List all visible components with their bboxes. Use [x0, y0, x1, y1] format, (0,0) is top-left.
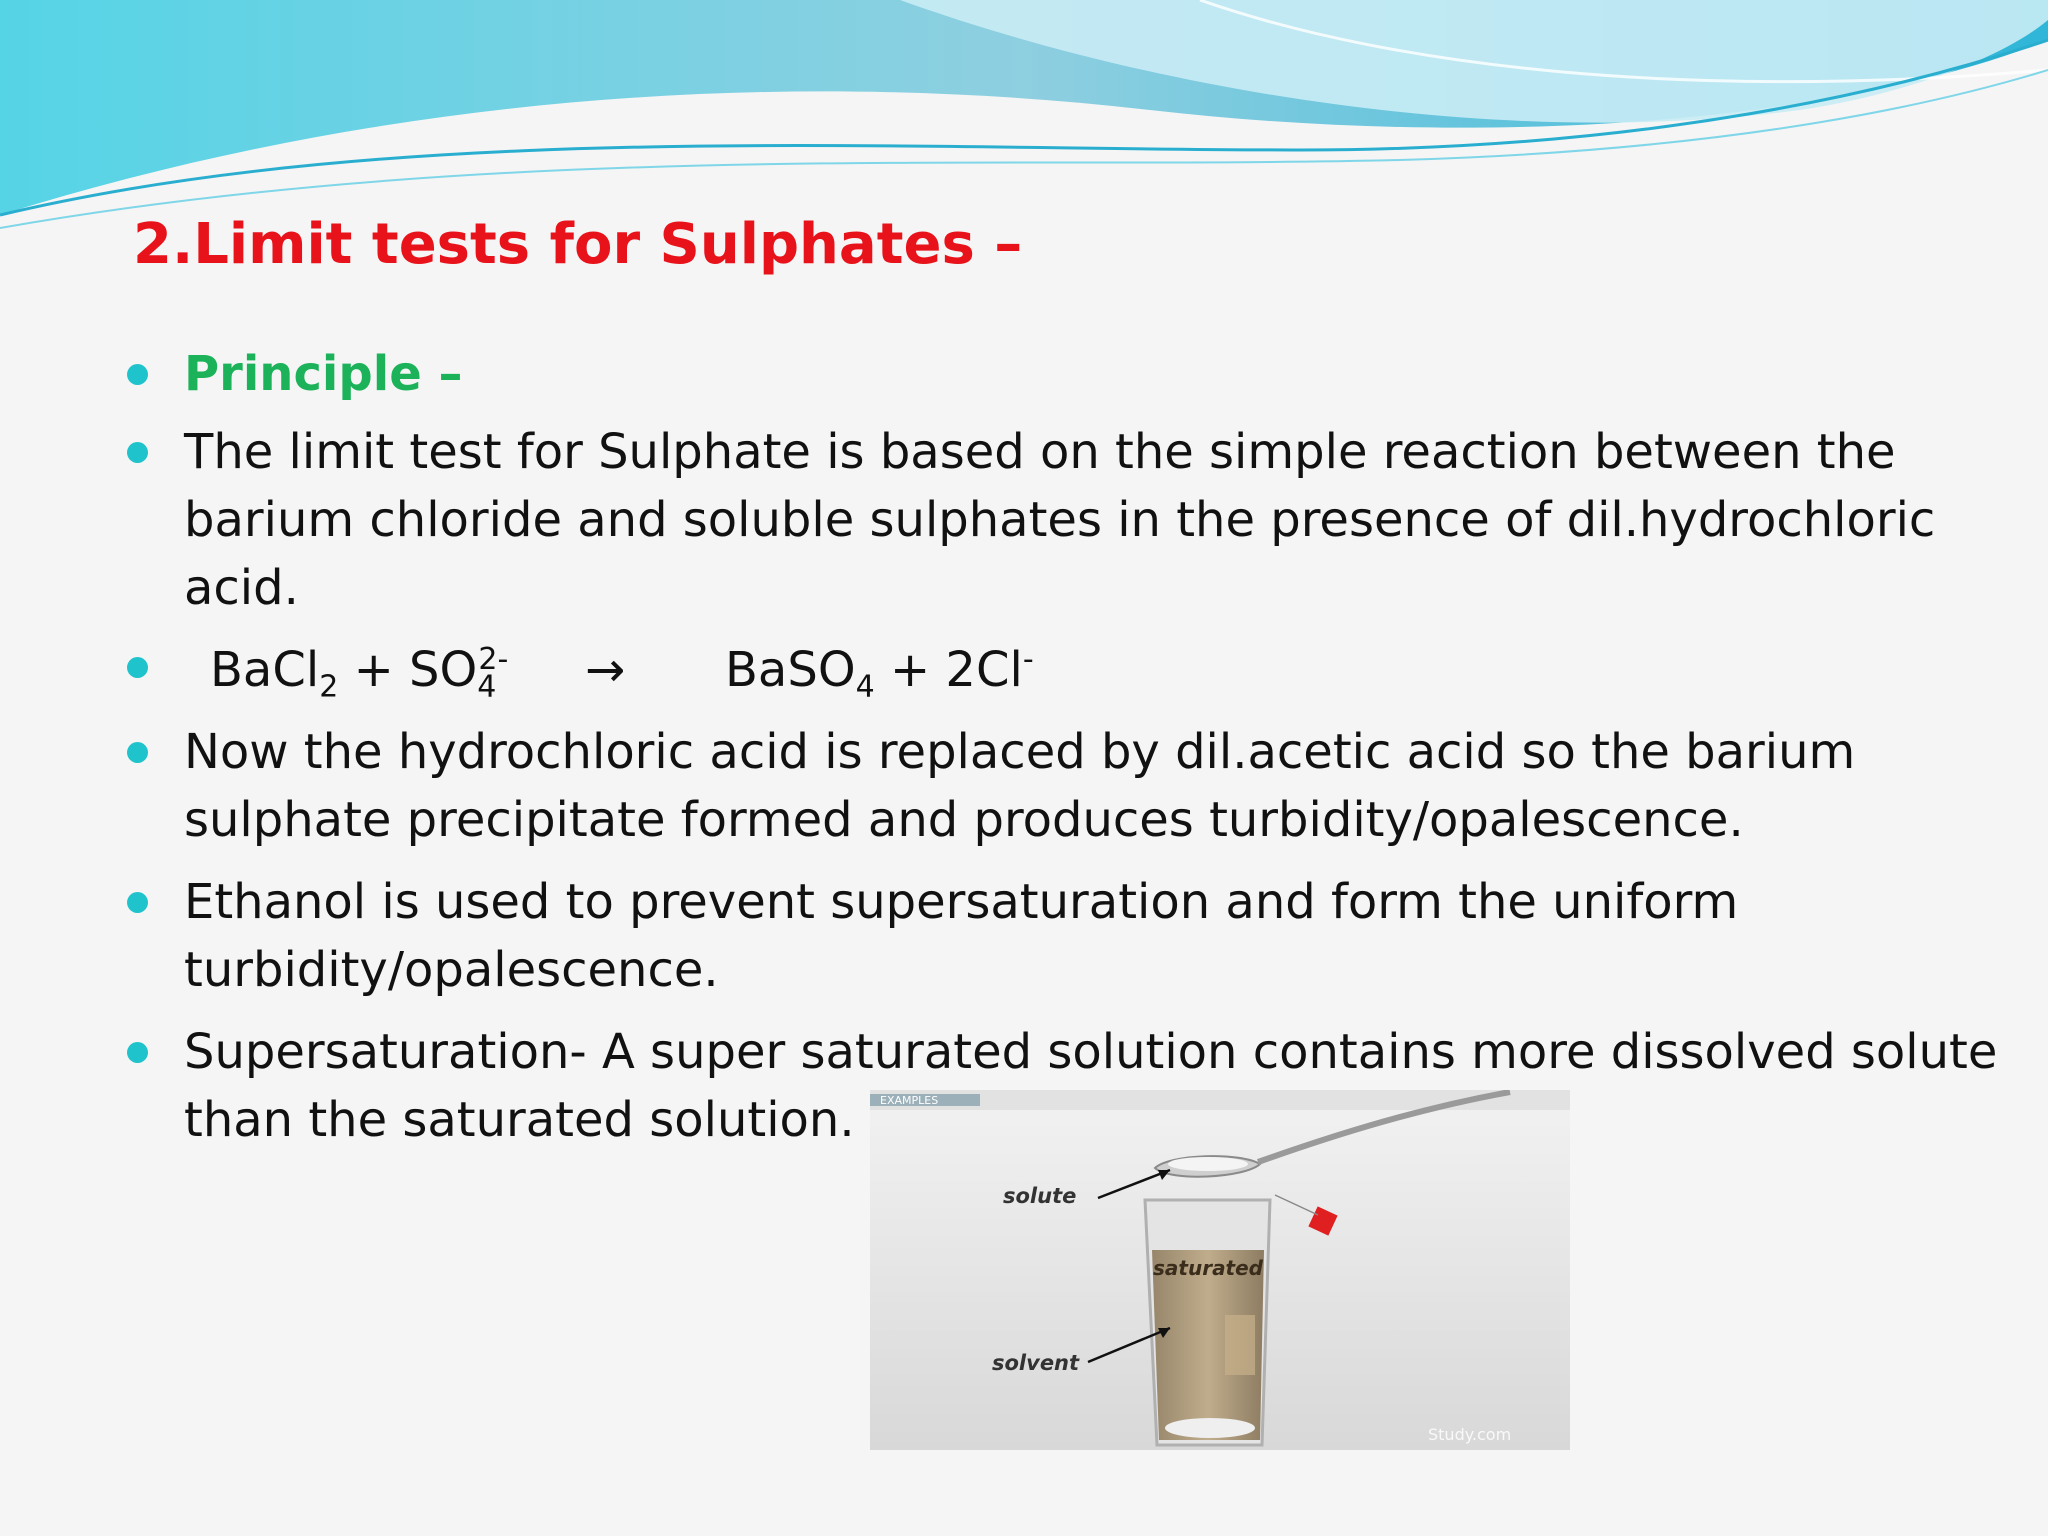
bullet-dot-icon — [127, 1042, 148, 1063]
acetic-acid-text: Now the hydrochloric acid is replaced by dil.acetic acid so the barium sulphate precipitate formed and produces turbidity/opalescence. — [184, 724, 1856, 848]
bullet-dot-icon — [127, 364, 148, 385]
supersaturation-text-line2: than the saturated solution. — [184, 1092, 855, 1148]
saturated-solution-figure — [870, 1090, 1570, 1450]
equation-bacl2: BaCl — [210, 642, 320, 698]
reaction-arrow-icon: → — [585, 642, 626, 698]
equation-subscript: 4 — [477, 669, 497, 705]
principle-heading: Principle – — [184, 346, 463, 402]
solvent-label: solvent — [992, 1351, 1080, 1375]
equation-baso4: BaSO — [725, 642, 856, 698]
sulphate-reaction-text: The limit test for Sulphate is based on the simple reaction between the barium chloride and soluble sulphates in the presence of dil.hydrochloric acid. — [184, 424, 1936, 616]
equation-subscript: 4 — [855, 669, 875, 705]
equation-superscript: - — [1022, 642, 1034, 677]
supersaturation-text-line1: Supersaturation- A super saturated solution contains more dissolved solute — [184, 1024, 1998, 1080]
undissolved-solute — [1165, 1418, 1255, 1438]
study-watermark: Study.com — [1428, 1425, 1512, 1444]
slide-title: 2.Limit tests for Sulphates – — [133, 212, 1023, 277]
solute-pile — [1168, 1157, 1248, 1171]
glass-illustration — [870, 1090, 1570, 1450]
equation-so4: + SO — [353, 642, 478, 698]
bullet-dot-icon — [127, 892, 148, 913]
equation-superscript: 2- — [478, 642, 509, 677]
examples-banner-text: EXAMPLES — [880, 1094, 939, 1107]
bullet-dot-icon — [127, 442, 148, 463]
tea-bag-inside — [1225, 1315, 1255, 1375]
equation-2cl: + 2Cl — [889, 642, 1023, 698]
equation-subscript: 2 — [319, 669, 339, 705]
bullet-dot-icon — [127, 657, 148, 678]
header-wave-decoration — [0, 0, 2048, 240]
ethanol-text: Ethanol is used to prevent supersaturation and form the uniform turbidity/opalescence. — [184, 874, 1739, 998]
solute-label: solute — [1003, 1184, 1077, 1208]
bullet-dot-icon — [127, 742, 148, 763]
saturated-label: saturated — [1153, 1256, 1263, 1280]
